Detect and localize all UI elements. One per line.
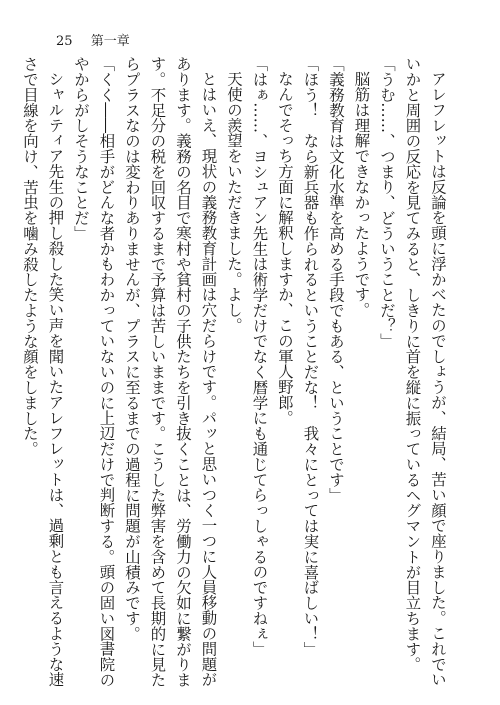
paragraph: なんでそっち方面に解釈しますか、この軍人野郎。 [276,71,294,426]
paragraph: 「ほう！ なら新兵器も作られるということだな！ 我々にとっては実に喜ばしい！」 [301,56,320,657]
paragraph: 「くく――相手がどんな者かもわかっていないのに上辺だけで判断する。頭の固い図書院のやからがしそうなことだ」 [72,56,116,688]
running-header [56,34,130,50]
paragraph: 脳筋は理解できなかったようです。 [352,71,371,318]
paragraph: 「うむ……、つまり、どういうことだ？」 [378,56,396,349]
paragraph: 天使の羨望をいただきました。よし。 [225,71,243,334]
page-number: 25 [56,34,73,49]
paragraph: 「はぁ……、ヨシュアン先生は術学だけでなく暦学にも通じてらっしゃるのですねぇ」 [250,56,269,657]
paragraph: シャルティア先生の押し殺した笑い声を聞いたアレフレットは、過剰とも言えるような速さで目線を向け、苦虫を噛み殺したような顔をしました。 [21,56,65,688]
chapter-title: 第一章 [90,34,130,49]
paragraph: 「義務教育は文化水準を高める手段でもある、ということです」 [327,56,345,503]
vertical-body-text [21,56,450,696]
paragraph: とはいえ、現状の義務教育計画は穴だらけです。パッと思いつく一つに人員移動の問題があります。義務の名目で寒村や貧村の子供たちを引き抜くことは、労働力の欠如に繋がります。不足分の税を回収するまで予算は苦しいままです。こうした弊害を含めて長期的に見たらプラスなのは変わりありませんが、プラスに至るまでの過程に問題が山積みです。 [123,56,218,688]
paragraph: アレフレットは反論を頭に浮かべたのでしょうが、結局、苦い顔で座りました。これでいいかと周囲の反応を見てみると、しきりに首を縦に振っているヘグマントが目立ちます。 [403,56,447,688]
